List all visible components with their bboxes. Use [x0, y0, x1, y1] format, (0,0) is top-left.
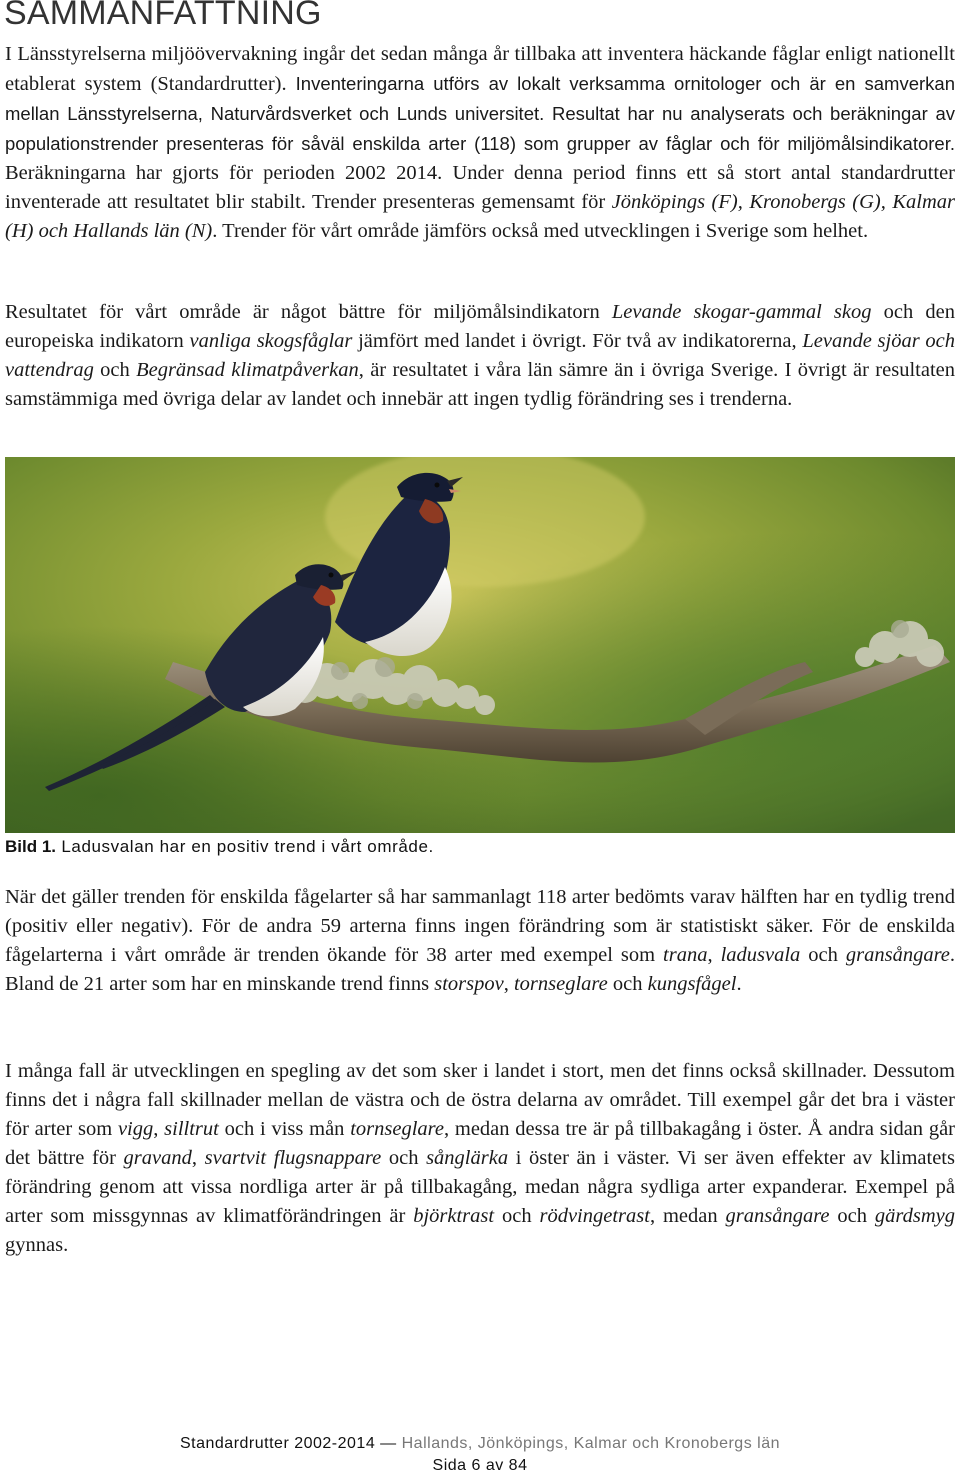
text-run: .: [736, 973, 742, 995]
italic-run: björktrast: [413, 1205, 495, 1227]
page-number: Sida 6 av 84: [432, 1457, 528, 1474]
text-run: När det gäller trenden för enskilda fågelarter så har sammanlagt 118 arter bedömts varav hälften har en tydlig trend (positiv eller negativ). För de andra 59 arterna finns ingen förändring som är statistiskt säker. För de enskilda fågelarterna i vårt område är trenden ökande för 38 arter med exempel som: [5, 886, 955, 966]
italic-run: rödvingetrast: [539, 1205, 650, 1227]
text-run: ,: [191, 1147, 205, 1169]
body-paragraph-3: [5, 883, 955, 999]
text-run: jämfört med landet i övrigt. För två av indikatorerna,: [352, 330, 803, 352]
text-run: , är resultatet i våra län sämre än i övriga Sverige. I övrigt är resultaten samstämmiga med övriga delar av landet och innebär att ingen tydlig förändring ses i trenderna.: [5, 359, 955, 410]
text-run: ,: [707, 944, 721, 966]
italic-run: gravand: [123, 1147, 192, 1169]
text-run: gynnas.: [5, 1234, 69, 1256]
italic-run: gransångare: [845, 944, 950, 966]
text-run: och: [381, 1147, 427, 1169]
text-run: Beräkningarna har gjorts för perioden 2002 2014. Under denna period finns ett så stort antal standardrutter inventerade att resultatet blir stabilt. Trender presenteras gemensamt för: [5, 162, 955, 213]
text-run: , medan: [649, 1205, 726, 1227]
text-run: och: [800, 944, 846, 966]
italic-run: Levande sjöar och vattendrag: [5, 330, 956, 381]
italic-run: svartvit flugsnappare: [204, 1147, 382, 1169]
summary-paragraph-1: [5, 40, 955, 246]
italic-run: sånglärka: [426, 1147, 509, 1169]
text-run: och: [829, 1205, 875, 1227]
text-run: och i viss mån: [218, 1118, 351, 1140]
text-run: och den europeiska indikatorn: [5, 301, 955, 352]
italic-run: tornseglare: [513, 973, 608, 995]
page-title: SAMMANFATTNING: [4, 0, 322, 32]
text-run: Inventeringarna utförs av lokalt verksamma ornitologer och är en samverkan mellan Länsstyrelserna, Naturvårdsverket och Lunds universitet. Resultat har nu analyserats och beräkningar av populationstrender presenteras för såväl enskilda arter (118) som grupper av fåglar och för miljömålsindikatorer.: [5, 73, 955, 154]
footer-separator: —: [375, 1435, 402, 1452]
summary-paragraph-2: [5, 298, 955, 414]
italic-run: Jönköpings (F), Kronobergs (G), Kalmar (H) och Hallands län (N): [5, 191, 956, 242]
caption-text: Ladusvalan har en positiv trend i vårt område.: [56, 837, 434, 856]
italic-run: Begränsad klimatpåverkan: [136, 359, 359, 381]
text-run: och: [494, 1205, 540, 1227]
text-run: I många fall är utvecklingen en spegling av det som sker i landet i stort, men det finns också skillnader. Dessutom finns det i några fall skillnader mellan de västra och de östra delarna av området. Till exempel går det bra i väster för arter som: [5, 1060, 955, 1140]
italic-run: vigg: [117, 1118, 154, 1140]
italic-run: gransångare: [725, 1205, 830, 1227]
barn-swallows-photo: [5, 457, 955, 833]
footer-title: [0, 1435, 960, 1453]
italic-run: silltrut: [164, 1118, 219, 1140]
italic-run: Levande skogar-gammal skog: [611, 301, 872, 323]
text-run: I Länsstyrelserna miljöövervakning ingår det sedan många år tillbaka att inventera häckande fåglar enligt nationellt etablerat system (Standardrutter).: [5, 43, 955, 95]
text-run: och: [93, 359, 137, 381]
italic-run: vanliga skogsfåglar: [189, 330, 353, 352]
italic-run: ladusvala: [720, 944, 801, 966]
photo-illustration: [5, 457, 955, 833]
italic-run: kungsfågel: [647, 973, 737, 995]
caption-label: Bild 1.: [5, 837, 57, 856]
text-run: ,: [153, 1118, 165, 1140]
figure-caption: [5, 837, 434, 857]
text-run: och: [607, 973, 648, 995]
footer-report-name: Standardrutter 2002-2014: [179, 1435, 376, 1452]
text-run: , medan dessa tre är på tillbakagång i öster. Å andra sidan går det bättre för: [5, 1118, 955, 1169]
text-run: ,: [503, 973, 514, 995]
italic-run: tornseglare: [350, 1118, 444, 1140]
italic-run: storspov: [434, 973, 504, 995]
text-run: Resultatet för vårt område är något bättre för miljömålsindikatorn: [5, 301, 612, 323]
italic-run: trana: [663, 944, 708, 966]
footer-region: Hallands, Jönköpings, Kalmar och Kronobergs län: [401, 1435, 780, 1452]
text-run: . Trender för vårt område jämförs också med utvecklingen i Sverige som helhet.: [212, 220, 869, 242]
text-run: i öster än i väster. Vi ser även effekter av klimatets förändring genom att vissa nordliga arter är på tillbakagång, medan några sydliga arter expanderar. Exempel på arter som missgynnas av klimatförändringen är: [5, 1147, 955, 1227]
text-run: . Bland de 21 arter som har en minskande trend finns: [5, 944, 956, 995]
italic-run: gärdsmyg: [874, 1205, 955, 1227]
body-paragraph-4: [5, 1057, 955, 1260]
